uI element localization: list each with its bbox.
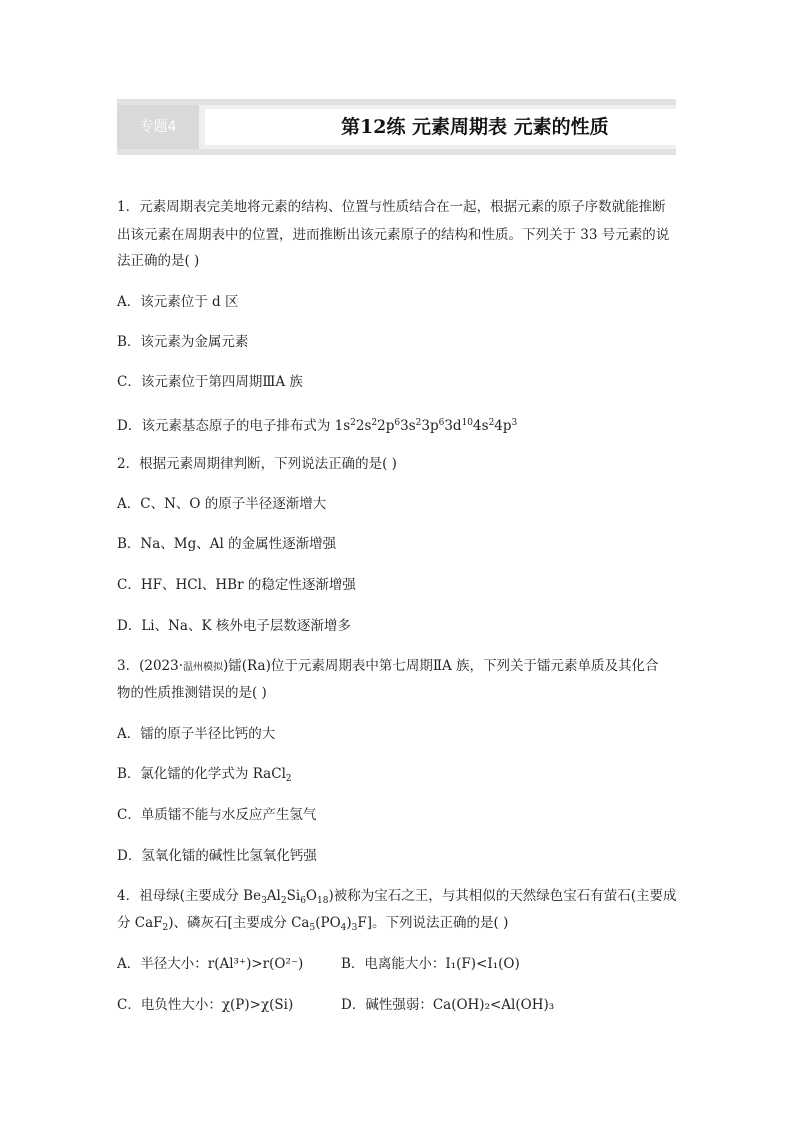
text: )被称为宝石之王，与其相似的天然绿色宝石有萤石(主要成	[328, 888, 677, 904]
q3-source: 温州模拟	[183, 662, 224, 673]
orbital: 2s	[355, 418, 372, 434]
q4-stem-line2	[117, 913, 508, 938]
orbital: 4p	[494, 418, 512, 434]
q4-option-c: C．电负性大小：χ(P)>χ(Si)	[117, 997, 294, 1013]
q1-option-d	[117, 413, 517, 436]
q3-stem-post: )镭(Ra)位于元素周期表中第七周期ⅡA 族，下列关于镭元素单质及其化合	[223, 658, 659, 674]
orbital: 3s	[400, 418, 416, 434]
sup: 2	[415, 418, 422, 428]
q3-option-d: D．氢氧化镭的碱性比氢氧化钙强	[117, 848, 317, 864]
q4-stem-line1	[117, 886, 677, 911]
sup: 10	[461, 418, 474, 428]
sub: 2	[280, 896, 287, 906]
sub: 3	[351, 923, 358, 933]
text: F]。下列说法正确的是( )	[357, 915, 509, 931]
q1-stem-line1: 1．元素周期表完美地将元素的结构、位置与性质结合在一起，根据元素的原子序数就能推断	[117, 199, 666, 215]
text: 4．祖母绿(主要成分 Be	[117, 888, 262, 904]
topic-tag: 专题4	[117, 105, 199, 149]
text: )、磷灰石[主要成分 Ca	[168, 915, 310, 931]
text: Al	[266, 888, 281, 904]
text: Si	[286, 888, 301, 904]
q4-option-a: A．半径大小：r(Al³⁺)>r(O²⁻)	[117, 956, 304, 972]
q1-option-a: A．该元素位于 d 区	[117, 294, 239, 310]
sub: 6	[300, 896, 306, 906]
q3-stem-pre: 3．(2023·	[117, 658, 184, 674]
orbital: 4s	[473, 418, 489, 434]
header-top-stripe	[117, 99, 676, 105]
sup: 2	[488, 418, 495, 428]
q4-option-d: D．碱性强弱：Ca(OH)₂<Al(OH)₃	[341, 997, 555, 1013]
q1-stem-line3: 法正确的是( )	[117, 253, 200, 269]
q2-option-b: B．Na、Mg、Al 的金属性逐渐增强	[117, 536, 337, 552]
sup: 2	[371, 418, 378, 428]
q3-option-a: A．镭的原子半径比钙的大	[117, 726, 276, 742]
sub: 18	[317, 896, 329, 906]
header-bar	[117, 99, 676, 155]
q3-option-b-text: B．氯化镭的化学式为 RaCl	[117, 766, 286, 782]
page-title: 第12练 元素周期表 元素的性质	[341, 116, 609, 138]
text: (PO	[315, 915, 341, 931]
q1-option-b: B．该元素为金属元素	[117, 334, 249, 350]
sub: 3	[261, 896, 267, 906]
sub: 4	[340, 923, 347, 933]
sub: 5	[309, 923, 316, 933]
q2-option-c: C．HF、HCl、HBr 的稳定性逐渐增强	[117, 577, 356, 593]
q1-stem-line2: 出该元素在周期表中的位置，进而推断出该元素原子的结构和性质。下列关于 33 号元素的说	[117, 227, 670, 243]
orbital: 3d	[444, 418, 462, 434]
sup: 3	[511, 418, 518, 428]
orbital: 2p	[377, 418, 395, 434]
q1-option-c: C．该元素位于第四周期ⅢA 族	[117, 374, 303, 390]
q3-option-b	[117, 764, 292, 789]
q2-stem: 2．根据元素周期律判断，下列说法正确的是( )	[117, 456, 397, 472]
sup: 6	[438, 418, 445, 428]
q2-option-d: D．Li、Na、K 核外电子层数逐渐增多	[117, 618, 351, 634]
q4-option-b: B．电离能大小：I₁(F)<I₁(O)	[341, 956, 520, 972]
q3-stem-line1	[117, 656, 659, 678]
sup: 2	[350, 418, 356, 428]
sub: 2	[162, 923, 169, 933]
q3-stem-line2: 物的性质推测错误的是( )	[117, 685, 267, 701]
q2-option-a: A．C、N、O 的原子半径逐渐增大	[117, 496, 327, 512]
text: )	[346, 915, 352, 931]
orbital: 3p	[421, 418, 439, 434]
title-box	[205, 109, 676, 145]
header-bottom-stripe	[117, 149, 676, 155]
sub: 2	[285, 774, 292, 784]
text: 分 CaF	[117, 915, 163, 931]
q3-option-c: C．单质镭不能与水反应产生氢气	[117, 807, 317, 823]
text: O	[305, 888, 317, 904]
sup: 6	[394, 418, 401, 428]
q1-option-d-prefix: D．该元素基态原子的电子排布式为 1s	[117, 418, 351, 434]
